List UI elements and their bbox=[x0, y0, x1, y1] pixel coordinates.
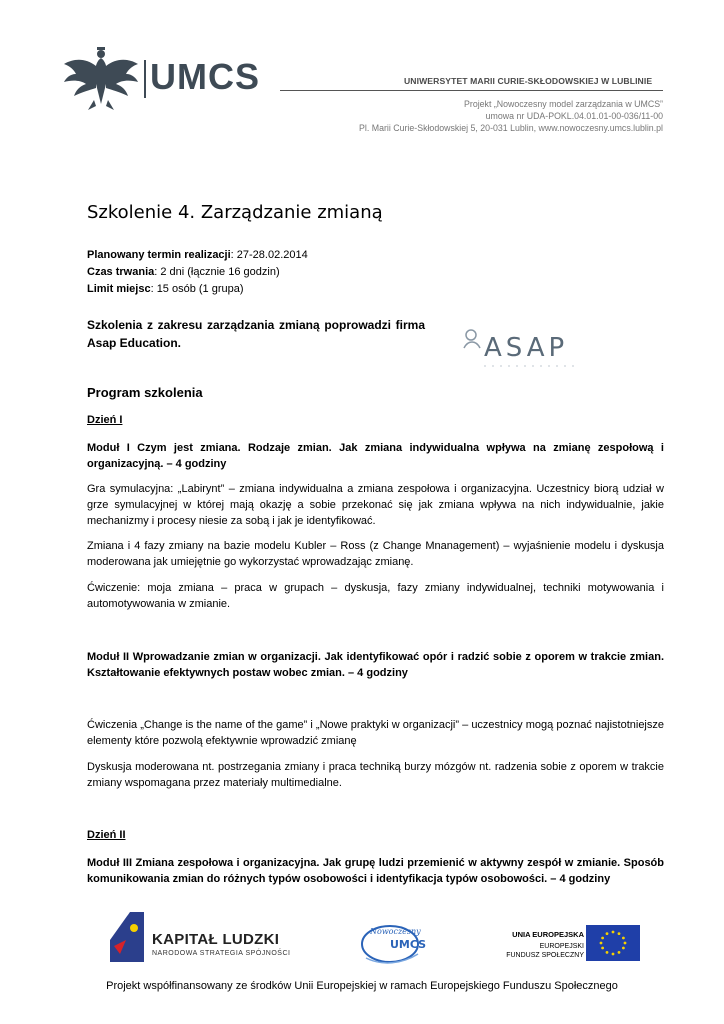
meta-term bbox=[87, 249, 308, 261]
day-1-heading: Dzień I bbox=[87, 414, 123, 426]
kapital-ludzki-subtitle: NARODOWA STRATEGIA SPÓJNOŚCI bbox=[152, 950, 291, 957]
cofinance-note: Projekt współfinansowany ze środków Unii Europejskiej w ramach Europejskiego Funduszu Społecznego bbox=[106, 980, 618, 992]
meta-duration bbox=[87, 266, 280, 278]
module-1-paragraph-3: Ćwiczenie: moja zmiana – praca w grupach – dyskusja, fazy zmiany indywidualnej, techniki motywowania i automotywowania w zmianie. bbox=[87, 582, 664, 611]
meta-term-value: : 27-28.02.2014 bbox=[230, 249, 308, 261]
umcs-logo-text: UMCS bbox=[150, 56, 260, 97]
nowoczesny-text: Nowoczesny bbox=[370, 927, 421, 936]
day-2-heading: Dzień II bbox=[87, 829, 126, 841]
eu-flag-icon bbox=[586, 925, 640, 961]
eu-fund bbox=[506, 942, 584, 960]
nowoczesny-umcs-logo bbox=[352, 920, 432, 968]
module-1-paragraph-2: Zmiana i 4 fazy zmiany na bazie modelu Kubler – Ross (z Change Mnanagement) – wyjaśnienie modelu i dyskusja moderowana jak umiejętnie go wykorzystać wprowadzając zmianę. bbox=[87, 540, 664, 569]
umcs-eagle-logo bbox=[60, 44, 142, 112]
meta-duration-label: Czas trwania bbox=[87, 266, 155, 278]
module-1-title: Moduł I Czym jest zmiana. Rodzaje zmian. Jak zmiana indywidualna wpływa na zmianę zespołową i organizacyjną. – 4 godziny bbox=[87, 442, 664, 471]
meta-term-label: Planowany termin realizacji bbox=[87, 249, 231, 261]
module-2-paragraph-1: Ćwiczenia „Change is the name of the game” i „Nowe praktyki w organizacji” – uczestnicy mogą poznać najistotniejsze elementy które pozwolą efektywnie wprowadzić zmianę bbox=[87, 719, 664, 748]
meta-limit bbox=[87, 283, 244, 295]
meta-limit-label: Limit miejsc bbox=[87, 283, 151, 295]
eu-fund-line-1: EUROPEJSKI bbox=[539, 943, 584, 950]
asap-logo bbox=[462, 326, 582, 374]
eu-fund-line-2: FUNDUSZ SPOŁECZNY bbox=[506, 952, 584, 959]
header-divider bbox=[280, 90, 663, 91]
module-2-paragraph-2: Dyskusja moderowana nt. postrzegania zmiany i praca techniką burzy mózgów nt. radzenia sobie z oporem w trakcie zmiany wspomagana przez materiały multimedialne. bbox=[87, 761, 664, 790]
intro-text: Szkolenia z zakresu zarządzania zmianą poprowadzi firma Asap Education. bbox=[87, 318, 425, 350]
nowoczesny-umcs-text: UMCS bbox=[390, 938, 427, 951]
kapital-ludzki-title: KAPITAŁ LUDZKI bbox=[152, 931, 280, 948]
meta-limit-value: : 15 osób (1 grupa) bbox=[150, 283, 244, 295]
university-name: UNIWERSYTET MARII CURIE-SKŁODOWSKIEJ W LUBLINIE bbox=[404, 76, 653, 86]
meta-duration-value: : 2 dni (łącznie 16 godzin) bbox=[154, 266, 280, 278]
project-line-2: umowa nr UDA-POKL.04.01.01-00-036/11-00 bbox=[485, 111, 663, 121]
asap-logo-text: ASAP bbox=[484, 333, 569, 363]
module-1-paragraph-1: Gra symulacyjna: „Labirynt” – zmiana indywidualna a zmiana zespołowa i organizacyjna. Uczestnicy biorą udział w grze symulacyjnej w której mają okazję a sobie przekonać się jak zmiana wpływa na nich indywidualnie, jakie mechanizmy i procesy niesie za sobą i jak je identyfikować. bbox=[87, 483, 664, 528]
project-info bbox=[359, 98, 663, 134]
logo-separator bbox=[144, 60, 146, 98]
eu-title: UNIA EUROPEJSKA bbox=[512, 930, 584, 939]
project-line-3: Pl. Marii Curie-Skłodowskiej 5, 20-031 Lublin, www.nowoczesny.umcs.lublin.pl bbox=[359, 123, 663, 133]
program-heading: Program szkolenia bbox=[87, 385, 203, 400]
project-line-1: Projekt „Nowoczesny model zarządzania w UMCS” bbox=[464, 99, 663, 109]
page-title: Szkolenie 4. Zarządzanie zmianą bbox=[87, 202, 383, 223]
module-2-title: Moduł II Wprowadzanie zmian w organizacji. Jak identyfikować opór i radzić sobie z oporem w trakcie zmian. Kształtowanie efektywnych postaw wobec zmian. – 4 godziny bbox=[87, 651, 664, 680]
module-3-title: Moduł III Zmiana zespołowa i organizacyjna. Jak grupę ludzi przemienić w aktywny zespół w zmianie. Sposób komunikowania zmian do różnych typów osobowości i identyfikacja typów osobowości. – 4 godziny bbox=[87, 857, 664, 886]
kapital-ludzki-logo bbox=[104, 910, 150, 964]
